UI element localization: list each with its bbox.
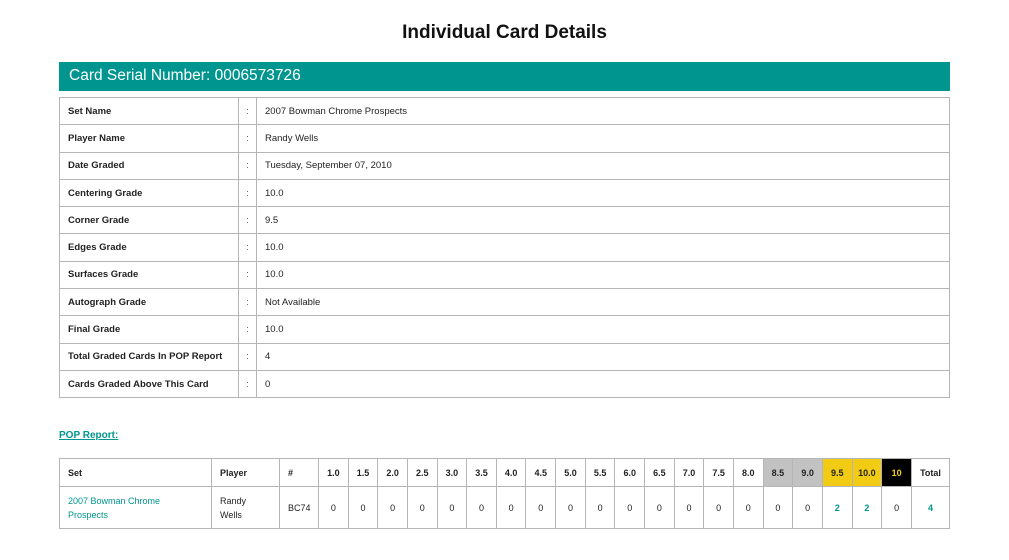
pop-header-grade: 2.5 — [407, 459, 437, 487]
detail-value: 2007 Bowman Chrome Prospects — [257, 98, 950, 125]
pop-header-set: Set — [60, 459, 212, 487]
pop-report-table — [59, 458, 950, 529]
detail-value: Not Available — [257, 289, 950, 316]
pop-count-cell: 0 — [467, 487, 497, 529]
pop-header-grade: 6.5 — [645, 459, 675, 487]
detail-label: Autograph Grade — [60, 289, 239, 316]
detail-row-total-graded — [60, 343, 950, 370]
detail-row-graded-above — [60, 370, 950, 397]
pop-header-grade: 3.0 — [437, 459, 467, 487]
pop-header-number: # — [280, 459, 319, 487]
detail-row-surfaces-grade — [60, 261, 950, 288]
detail-separator: : — [239, 207, 257, 234]
detail-value: 10.0 — [257, 234, 950, 261]
detail-separator: : — [239, 234, 257, 261]
detail-label: Edges Grade — [60, 234, 239, 261]
pop-count-cell: 0 — [348, 487, 378, 529]
pop-count-cell: 0 — [556, 487, 586, 529]
pop-header-grade: 4.5 — [526, 459, 556, 487]
pop-header-grade: 8.0 — [733, 459, 763, 487]
serial-number-label: Card Serial Number: 0006573726 — [69, 67, 301, 84]
pop-set-link[interactable] — [68, 494, 211, 522]
pop-header-grade: 9.5 — [822, 459, 852, 487]
pop-total-link[interactable]: 4 — [927, 502, 933, 513]
pop-count-cell: 0 — [615, 487, 645, 529]
detail-separator: : — [239, 343, 257, 370]
pop-count-cell: 0 — [882, 487, 912, 529]
pop-header-grade: 8.5 — [763, 459, 793, 487]
pop-header-grade: 6.0 — [615, 459, 645, 487]
detail-value: 10.0 — [257, 316, 950, 343]
detail-value: Tuesday, September 07, 2010 — [257, 152, 950, 179]
pop-count-cell: 0 — [763, 487, 793, 529]
pop-set-cell — [60, 487, 212, 529]
detail-separator: : — [239, 125, 257, 152]
detail-row-autograph-grade — [60, 289, 950, 316]
pop-player-line2: Wells — [220, 509, 242, 520]
detail-label: Total Graded Cards In POP Report — [60, 343, 239, 370]
detail-separator: : — [239, 98, 257, 125]
pop-header-grade: 5.5 — [585, 459, 615, 487]
pop-header-grade: 7.5 — [704, 459, 734, 487]
pop-player-cell — [212, 487, 280, 529]
pop-count-cell — [852, 487, 882, 529]
detail-separator: : — [239, 289, 257, 316]
detail-value: 9.5 — [257, 207, 950, 234]
pop-count-cell: 0 — [378, 487, 408, 529]
pop-count-cell: 0 — [437, 487, 467, 529]
pop-count-cell: 0 — [407, 487, 437, 529]
detail-label: Cards Graded Above This Card — [60, 370, 239, 397]
pop-header-row — [60, 459, 950, 487]
pop-count-cell: 0 — [319, 487, 349, 529]
pop-header-grade: 4.0 — [496, 459, 526, 487]
detail-value: 4 — [257, 343, 950, 370]
pop-data-row — [60, 487, 950, 529]
pop-count-link[interactable]: 2 — [834, 502, 840, 513]
pop-report-link[interactable]: POP Report: — [59, 430, 119, 441]
pop-player-line1: Randy — [220, 495, 247, 506]
pop-header-grade: 1.0 — [319, 459, 349, 487]
pop-header-grade: 3.5 — [467, 459, 497, 487]
detail-row-edges-grade — [60, 234, 950, 261]
pop-count-cell: 0 — [645, 487, 675, 529]
detail-label: Date Graded — [60, 152, 239, 179]
detail-value: Randy Wells — [257, 125, 950, 152]
detail-separator: : — [239, 179, 257, 206]
detail-label: Centering Grade — [60, 179, 239, 206]
pop-count-link[interactable]: 2 — [864, 502, 870, 513]
pop-count-cell: 0 — [496, 487, 526, 529]
detail-separator: : — [239, 152, 257, 179]
pop-header-player: Player — [212, 459, 280, 487]
detail-label: Surfaces Grade — [60, 261, 239, 288]
pop-count-cell: 0 — [526, 487, 556, 529]
pop-header-grade: 1.5 — [348, 459, 378, 487]
detail-value: 10.0 — [257, 261, 950, 288]
pop-total-cell — [912, 487, 950, 529]
pop-header-grade: 10.0 — [852, 459, 882, 487]
pop-set-line2: Prospects — [68, 509, 109, 520]
detail-separator: : — [239, 370, 257, 397]
detail-label: Corner Grade — [60, 207, 239, 234]
detail-label: Final Grade — [60, 316, 239, 343]
pop-number-cell: BC74 — [280, 487, 319, 529]
detail-label: Set Name — [60, 98, 239, 125]
detail-separator: : — [239, 261, 257, 288]
pop-count-cell: 0 — [674, 487, 704, 529]
serial-number-bar — [59, 62, 950, 91]
pop-header-grade: 2.0 — [378, 459, 408, 487]
detail-row-final-grade — [60, 316, 950, 343]
detail-value: 0 — [257, 370, 950, 397]
detail-label: Player Name — [60, 125, 239, 152]
pop-header-grade: 7.0 — [674, 459, 704, 487]
pop-header-total: Total — [912, 459, 950, 487]
detail-row-set-name — [60, 98, 950, 125]
detail-row-centering-grade — [60, 179, 950, 206]
pop-count-cell: 0 — [733, 487, 763, 529]
card-details-table — [59, 97, 950, 398]
pop-set-line1: 2007 Bowman Chrome — [68, 495, 161, 506]
detail-separator: : — [239, 316, 257, 343]
pop-count-cell: 0 — [704, 487, 734, 529]
detail-value: 10.0 — [257, 179, 950, 206]
page-title: Individual Card Details — [402, 22, 607, 43]
pop-count-cell — [822, 487, 852, 529]
pop-header-grade: 9.0 — [793, 459, 823, 487]
pop-header-grade: 5.0 — [556, 459, 586, 487]
pop-count-cell: 0 — [585, 487, 615, 529]
detail-row-corner-grade — [60, 207, 950, 234]
detail-row-player-name — [60, 125, 950, 152]
pop-count-cell: 0 — [793, 487, 823, 529]
pop-header-grade: 10 — [882, 459, 912, 487]
detail-row-date-graded — [60, 152, 950, 179]
